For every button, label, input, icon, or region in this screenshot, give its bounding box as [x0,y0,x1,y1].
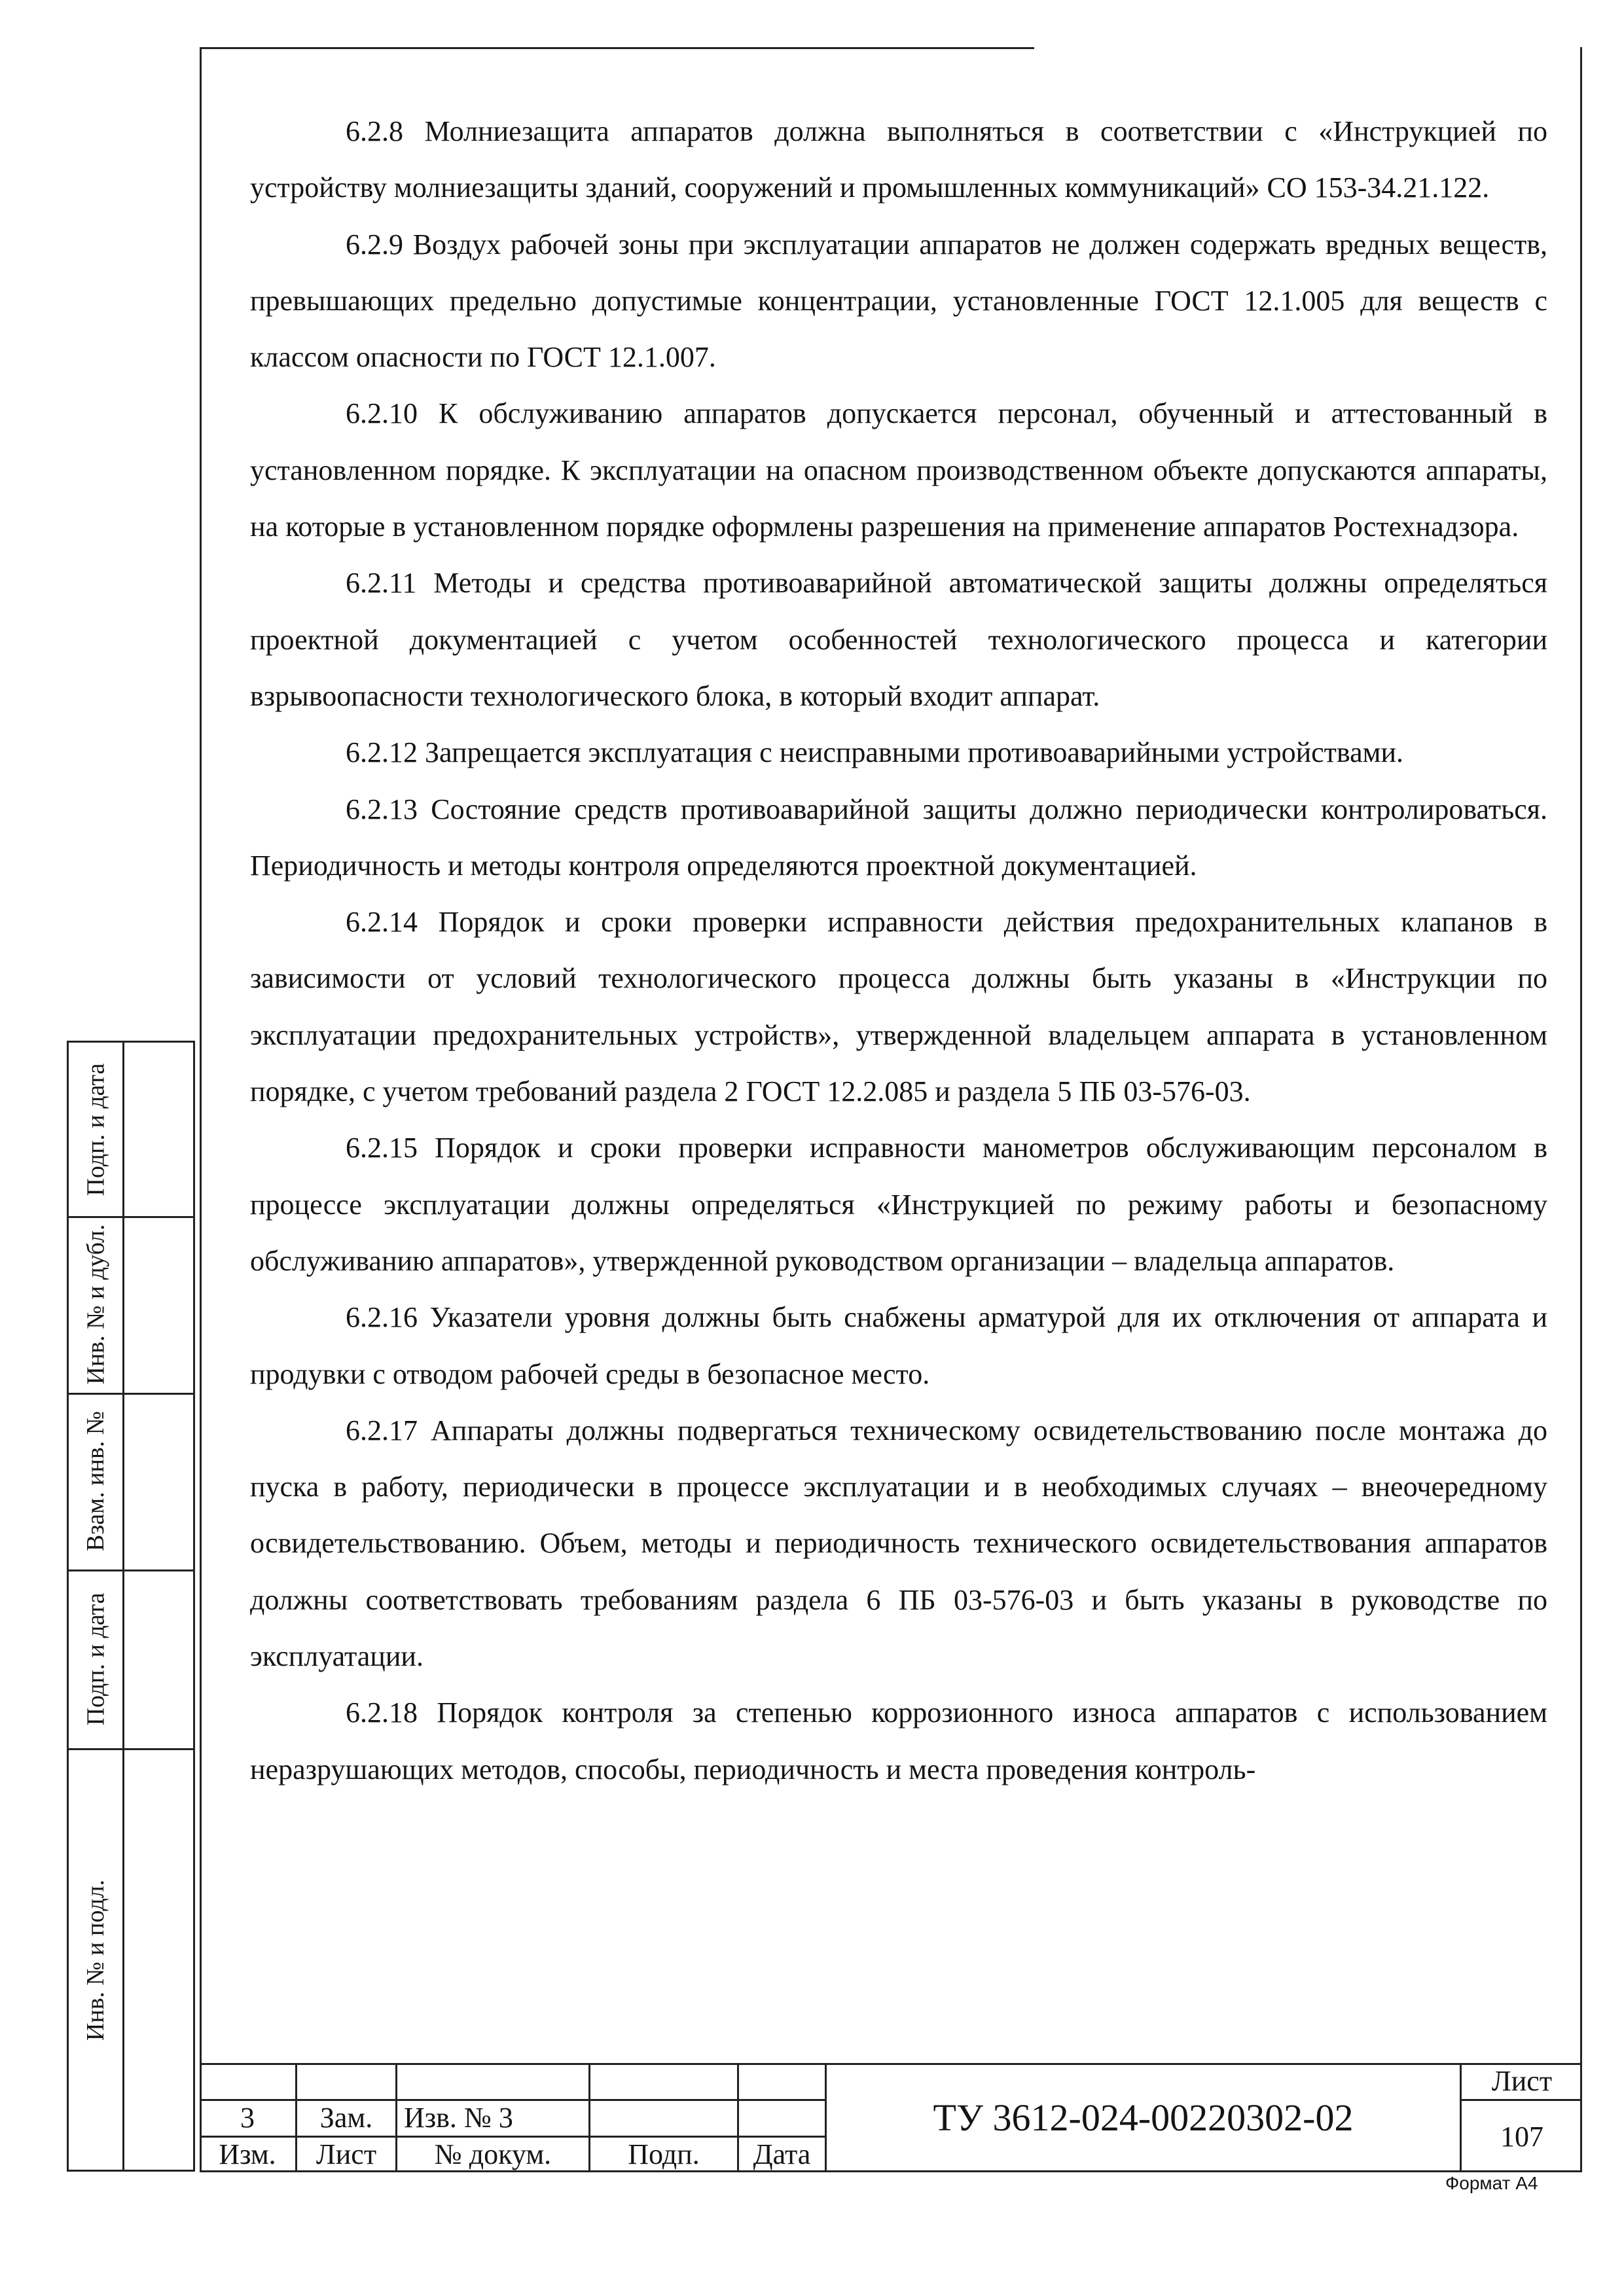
paragraph-6-2-8: 6.2.8 Молниезащита аппаратов должна выполняться в соответствии с «Инструкцией по устройству молниезащиты зданий, сооружений и промышленных коммуникаций» СО 153-34.21.122. [250,115,1547,204]
side-label-signature-date-1: Подп. и дата [82,1062,110,1196]
frame-top-border [200,47,1034,49]
paragraph-6-2-10: 6.2.10 К обслуживанию аппаратов допускается персонал, обученный и аттестованный в установленном порядке. К эксплуатации на опасном производственном объекте допускаются аппараты, на которые в установленном порядке оформлены разрешения на применение аппаратов Ростехнадзора. [250,397,1547,543]
document-code: ТУ 3612-024-00220302-02 [933,2096,1354,2139]
title-block [200,2063,1582,2172]
paragraph-6-2-14: 6.2.14 Порядок и сроки проверки исправности действия предохранительных клапанов в зависимости от условий технологического процесса должны быть указаны в «Инструкции по эксплуатации предохранительных устройств», утвержденной владельцем аппарата в установленном порядке, с учетом требований раздела 2 ГОСТ 12.2.085 и раздела 5 ПБ 03-576-03. [250,906,1547,1108]
header-document-number: № докум. [434,2138,552,2170]
header-signature: Подп. [628,2138,700,2170]
paragraph-6-2-13: 6.2.13 Состояние средств противоаварийной защиты должно периодически контролироваться. Периодичность и методы контроля определяются проектной документацией. [250,793,1547,882]
side-label-signature-date-2: Подп. и дата [82,1592,110,1726]
sheet-number: 107 [1500,2120,1543,2153]
paragraph-6-2-11: 6.2.11 Методы и средства противоаварийной автоматической защиты должны определяться проектной документацией с учетом особенностей технологического процесса и категории взрывоопасности технологического блока, в который входит аппарат. [250,567,1547,712]
frame-right-border [1580,47,1582,2172]
side-stamp-divider [122,1043,124,2170]
paragraph-6-2-15: 6.2.15 Порядок и сроки проверки исправности манометров обслуживающим персоналом в процессе эксплуатации должны определяться «Инструкцией по режиму работы и безопасному обслуживанию аппаратов», утвержденной руководством организации – владельца аппаратов. [250,1132,1547,1277]
sheet-label: Лист [1491,2065,1553,2097]
paragraph-6-2-16: 6.2.16 Указатели уровня должны быть снабжены арматурой для их отключения от аппарата и продувки с отводом рабочей среды в безопасное место. [250,1301,1547,1390]
header-izm: Изм. [219,2138,276,2170]
paragraph-6-2-17: 6.2.17 Аппараты должны подвергаться техническому освидетельствованию после монтажа до пуска в работу, периодически в процессе эксплуатации и в необходимых случаях – внеочередному освидетельствованию. Объем, методы и периодичность технического освидетельствования аппаратов должны соответствовать требованиям раздела 6 ПБ 03-576-03 и быть указаны в руководстве по эксплуатации. [250,1414,1547,1673]
side-label-dup-inventory-number: Инв. № и дубл. [82,1224,109,1385]
change-type-cell: Зам. [319,2102,373,2134]
header-date: Дата [753,2138,811,2170]
frame-left-border [200,47,202,2172]
change-document-cell: Изв. № 3 [404,2102,513,2134]
side-stamp-column [67,1041,195,2172]
format-label: Формат А4 [1445,2173,1538,2193]
paragraph-6-2-18: 6.2.18 Порядок контроля за степенью коррозионного износа аппаратов с использованием неразрушающих методов, способы, периодичность и места проведения контроль- [250,1696,1547,1785]
header-list: Лист [316,2138,377,2170]
change-number-cell: 3 [240,2102,255,2134]
side-label-original-inventory-number: Инв. № и подл. [82,1879,110,2041]
side-label-replacement-inventory-number: Взам. инв. № [82,1410,110,1552]
paragraph-6-2-9: 6.2.9 Воздух рабочей зоны при эксплуатации аппаратов не должен содержать вредных веществ, превышающих предельно допустимые концентрации, установленные ГОСТ 12.1.005 для веществ с классом опасности по ГОСТ 12.1.007. [250,228,1547,374]
document-body [250,103,1547,1798]
paragraph-6-2-12: 6.2.12 Запрещается эксплуатация с неисправными противоаварийными устройствами. [346,736,1403,769]
